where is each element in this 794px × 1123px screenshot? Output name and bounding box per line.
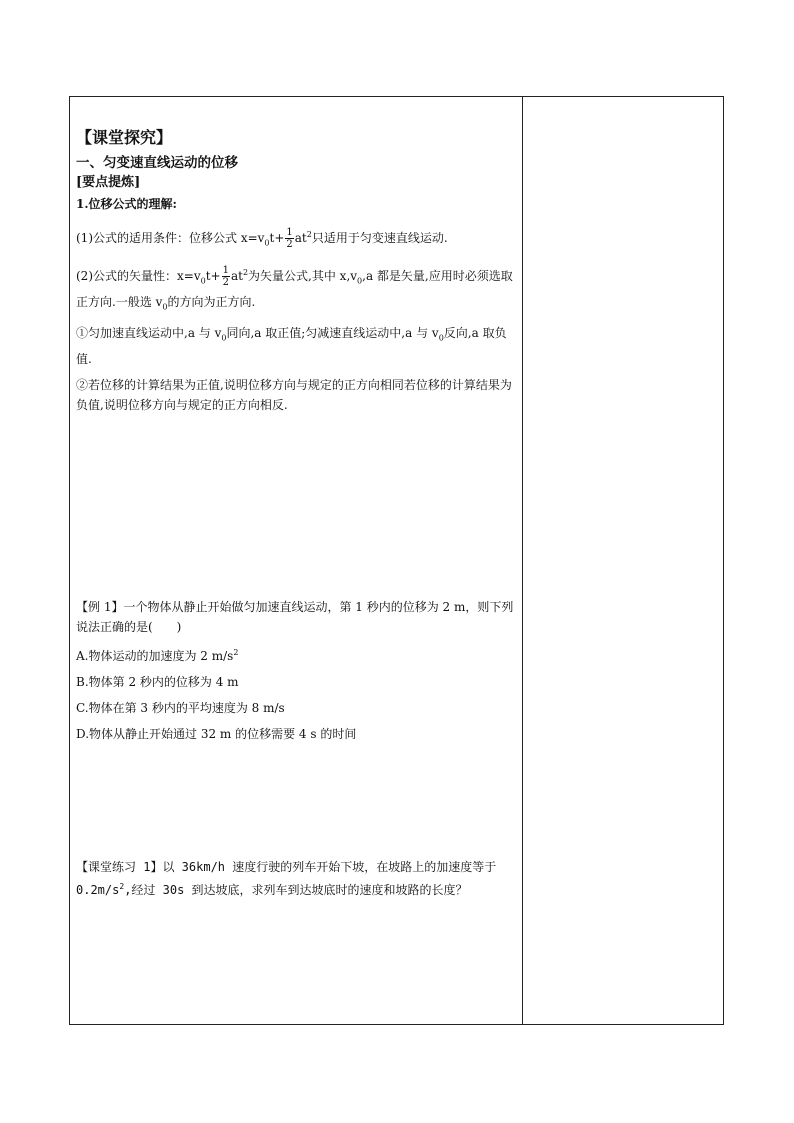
one-half-fraction: $\frac{1}{2}$ [286,227,293,250]
main-column [76,127,516,897]
one-half-fraction: $\frac{1}{2}$ [222,265,229,289]
section-title: 【课堂探究】 [76,128,173,147]
option-a: A.物体运动的加速度为 2 $m/s^2$ [76,648,239,663]
key-points-label: [要点提炼] [76,175,141,190]
option-c: C.物体在第 3 秒内的平均速度为 8 m/s [76,701,285,715]
option-d: D.物体从静止开始通过 32 m 的位移需要 4 s 的时间 [76,727,357,741]
notes-column [523,97,723,1024]
lesson-table [69,96,724,1025]
case-1: ①匀加速直线运动中,a 与 $v_0$同向,a 取正值;匀减速直线运动中,a 与 $v_0$反向,a 取负值. [76,326,507,366]
point1-title: 1.位移公式的理解: [76,197,177,211]
example-1 [76,597,516,744]
option-b: B.物体第 2 秒内的位移为 4 m [76,675,239,689]
example-stem: 【例 1】一个物体从静止开始做匀加速直线运动，第 1 秒内的位移为 2 m，则下列说法正确的是( ) [76,600,514,634]
subsection-title: 一、匀变速直线运动的位移 [76,155,238,171]
applicability-condition: (1)公式的适用条件：位移公式 $x=v_0t+$ $\frac{1}{2}$ $at^2$只适用于匀变速直线运动. [76,227,448,250]
vector-property: (2)公式的矢量性：$x=v_0t+$ $\frac{1}{2}$ $at^2$为矢量公式,其中 $x,v_0,a$ 都是矢量,应用时必须选取正方向.一般选 $v_0$的方向为正方向. [76,265,513,312]
case-2: ②若位移的计算结果为正值,说明位移方向与规定的正方向相同若位移的计算结果为负值,说明位移方向与规定的正方向相反. [76,377,512,412]
practice-1: 【课堂练习 1】以 36km/h 速度行驶的列车开始下坡，在坡路上的加速度等于 $0.2m/s^2$,经过 30s 到达坡底，求列车到达坡底时的速度和坡路的长度？ [76,860,497,897]
